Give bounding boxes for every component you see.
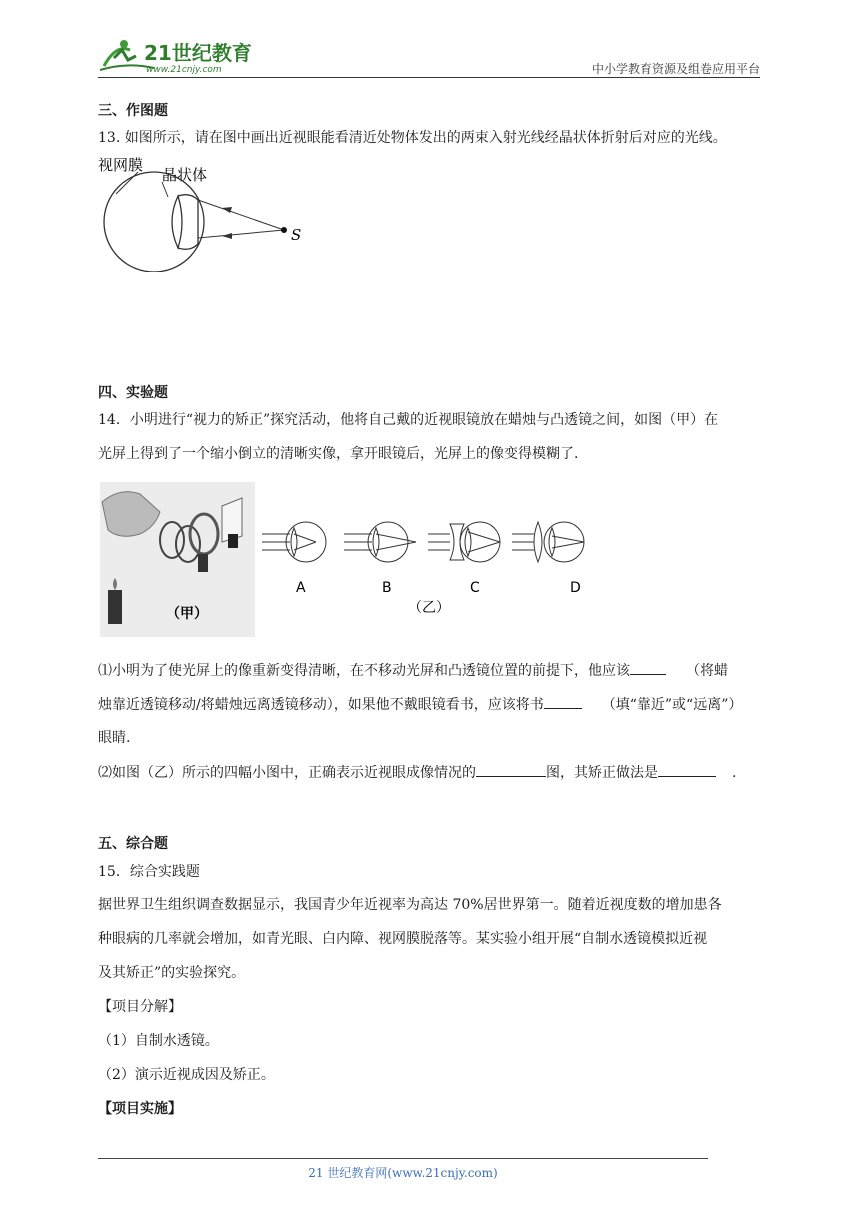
blank-3[interactable]	[476, 762, 546, 777]
caption-yi: （乙）	[408, 600, 450, 616]
eye-diagram	[98, 152, 318, 272]
project-decomposition: 【项目分解】	[98, 999, 182, 1015]
logo-text: 21世纪教育	[144, 41, 252, 65]
platform-name: 中小学教育资源及组卷应用平台	[591, 62, 760, 76]
part1-line1	[98, 660, 728, 681]
arrow-upper-icon	[222, 207, 232, 213]
item-2: （2）演示近视成因及矫正。	[98, 1067, 275, 1083]
diagram-b	[344, 522, 416, 596]
site-logo	[96, 36, 256, 76]
crystalline-lens	[172, 196, 182, 248]
header-divider	[98, 77, 760, 78]
diagram-d	[512, 522, 584, 596]
point-s	[281, 227, 287, 233]
label-a: A	[296, 580, 306, 596]
part2-text-c: .	[732, 765, 737, 781]
part2-text-b: 图，其矫正做法是	[546, 765, 658, 781]
caption-jia: （甲）	[166, 606, 208, 622]
label-b: B	[382, 580, 392, 596]
part1-text-b: （将蜡	[686, 663, 728, 679]
part1-line2	[98, 694, 742, 715]
footer-text[interactable]: 21 世纪教育网(www.21cnjy.com)	[308, 1166, 498, 1180]
diagram-a	[262, 522, 326, 596]
figure-jia-photo	[100, 482, 255, 637]
item-1: （1）自制水透镜。	[98, 1033, 219, 1049]
section4-title: 四、实验题	[98, 385, 168, 401]
diagram-c	[428, 522, 500, 596]
label-d: D	[570, 580, 581, 596]
logo-url: www.21cnjy.com	[146, 65, 222, 75]
section3-title: 三、作图题	[98, 103, 168, 119]
candle-icon	[108, 590, 122, 624]
lens-pointer	[162, 182, 168, 197]
part1-text-d: （填“靠近”或“远离”）	[601, 697, 743, 713]
part2-text-a: ⑵如图（乙）所示的四幅小图中，正确表示近视眼成像情况的	[98, 765, 476, 781]
footer-divider	[98, 1158, 708, 1159]
arrow-lower-icon	[222, 233, 232, 239]
blank-4[interactable]	[658, 762, 716, 777]
figure-yi-diagrams	[258, 510, 608, 620]
para-line3: 及其矫正”的实验探究。	[98, 965, 246, 981]
label-c: C	[470, 580, 480, 596]
section5-title: 五、综合题	[98, 836, 168, 852]
part2-line	[98, 762, 736, 783]
screen-holder	[228, 534, 238, 548]
para-line1: 据世界卫生组织调查数据显示，我国青少年近视率为高达 70%居世界第一。随着近视度数的增加患各	[98, 897, 722, 913]
part1-text-c: 烛靠近透镜移动/将蜡烛远离透镜移动），如果他不戴眼镜看书，应该将书	[98, 697, 544, 713]
ray-lower	[198, 230, 284, 238]
blank-1[interactable]	[630, 660, 666, 675]
q14-line2: 光屏上得到了一个缩小倒立的清晰实像，拿开眼镜后，光屏上的像变得模糊了.	[98, 446, 579, 462]
part1-text-e: 眼睛.	[98, 730, 131, 746]
q14-line1: 14．小明进行“视力的矫正”探究活动，他将自己戴的近视眼镜放在蜡烛与凸透镜之间，如图（甲）在	[98, 412, 719, 428]
project-implementation: 【项目实施】	[98, 1101, 182, 1117]
q13-text: 13. 如图所示，请在图中画出近视眼能看清近处物体发出的两束入射光线经晶状体折射后对应的光线。	[98, 130, 727, 146]
lens-holder	[198, 554, 208, 572]
label-retina: 视网膜	[98, 156, 144, 174]
para-line2: 种眼病的几率就会增加，如青光眼、白内障、视网膜脱落等。某实验小组开展“自制水透镜模拟近视	[98, 931, 708, 947]
eyeball-circle	[104, 172, 204, 272]
part1-text-a: ⑴小明为了使光屏上的像重新变得清晰，在不移动光屏和凸透镜位置的前提下，他应该	[98, 663, 630, 679]
label-s: S	[291, 226, 302, 244]
label-lens: 晶状体	[162, 166, 208, 184]
ray-upper	[198, 200, 284, 230]
q15-text: 15．综合实践题	[98, 864, 200, 880]
blank-2[interactable]	[544, 694, 582, 709]
